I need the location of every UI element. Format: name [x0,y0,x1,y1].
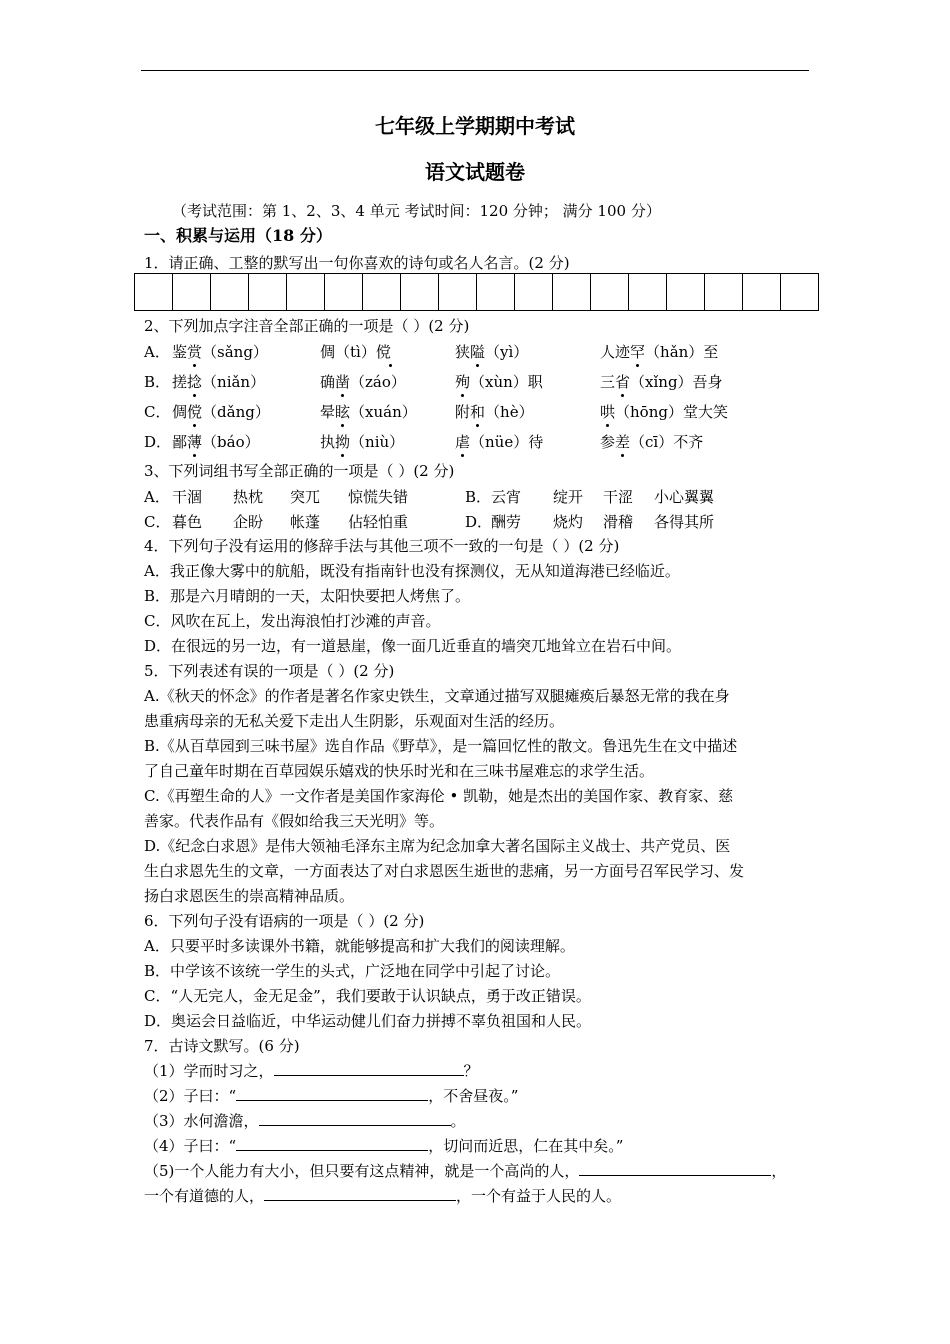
q7-l4-post: ，切问而近思，仁在其中矣。” [428,1137,624,1155]
q2-item-dot: 拗 [335,433,351,451]
q3-option-label: C． [144,513,171,531]
q2-option-label: A． [144,343,170,361]
q7-l5-post: ， [771,1162,787,1180]
q3-word: 干涩 [603,488,634,506]
q7-line-5 [144,1161,786,1181]
q3-word: 突兀 [290,488,321,506]
q2-option-item [320,341,391,362]
q2-item-pre: 倜（tì）傥 [320,343,391,361]
q2-item-dot: 傥 [187,403,203,421]
q2-option-label: B． [144,373,171,391]
q2-item-post: （báo） [202,433,260,451]
grid-cell[interactable] [705,274,743,310]
q2-item-post: （dǎng） [202,403,270,421]
q2-item-post: （nüe）待 [470,433,544,451]
q3-word: 绽开 [553,488,584,506]
q2-option-item [455,401,534,422]
q3-stem: 3、下列词组书写全部正确的一项是（ ）(2 分) [144,462,455,480]
q3-word: 滑稽 [603,513,634,531]
q1-stem: 1．请正确、工整的默写出一句你喜欢的诗句或名人名言。(2 分) [144,254,570,272]
q2-item-post: （cī）不齐 [630,433,704,451]
q3-word: 小心翼翼 [654,488,715,506]
grid-cell[interactable] [667,274,705,310]
q7-l3-post: 。 [450,1112,466,1130]
q2-item-pre: 倜 [172,403,188,421]
q2-item-post: （xǐng）吾身 [630,373,723,391]
q2-option-item [320,371,406,392]
q2-item-dot: 罕 [630,343,646,361]
grid-cell[interactable] [401,274,439,310]
q2-item-dot: 哄 [600,403,616,421]
q2-item-dot: 捻 [187,373,203,391]
grid-cell[interactable] [629,274,667,310]
q7-l1-pre: （1）学而时习之， [144,1062,274,1080]
q3-word: 帐蓬 [290,513,321,531]
q2-item-post: （záo） [350,373,406,391]
q5-line: 了自己童年时期在百草园娱乐嬉戏的快乐时光和在三味书屋难忘的求学生活。 [144,762,655,780]
q6-stem: 6．下列句子没有语病的一项是（ ）(2 分) [144,912,425,930]
q2-item-pre: 确 [320,373,336,391]
q2-option-item [600,371,723,392]
q7-line-6 [144,1186,621,1206]
q4-stem: 4．下列句子没有运用的修辞手法与其他三项不一致的一句是（ ）(2 分) [144,537,620,555]
q7-l1-post: ？ [463,1062,479,1080]
q2-item-post: （niù） [350,433,405,451]
q2-item-dot: 眩 [335,403,351,421]
q2-item-dot: 凿 [335,373,351,391]
q3-word: 酬劳 [491,513,522,531]
q2-item-post: （hǎn）至 [645,343,719,361]
grid-cell[interactable] [363,274,401,310]
q2-option-item [172,431,260,452]
q2-item-dot: 殉 [455,373,471,391]
q3-word: 企盼 [233,513,264,531]
q2-option-item [600,341,718,362]
q2-item-dot: 薄 [187,433,203,451]
q3-word: 热枕 [233,488,264,506]
q2-option-item [600,431,703,452]
q2-item-dot: 虐 [455,433,471,451]
q7-l5-pre: （5)一个人能力有大小，但只要有这点精神，就是一个高尚的人， [144,1162,580,1180]
q2-item-post: （niǎn） [202,373,266,391]
q3-option-label: B． [465,488,492,506]
exam-subtitle: 语文试题卷 [425,160,525,184]
q3-word: 云宵 [491,488,522,506]
q3-word: 干涸 [172,488,203,506]
blank-3[interactable] [259,1111,451,1126]
q7-l6-post: ，一个有益于人民的人。 [456,1187,622,1205]
blank-1[interactable] [274,1061,464,1076]
q7-line-4 [144,1136,623,1156]
grid-cell[interactable] [553,274,591,310]
q4-option: D．在很远的另一边，有一道悬崖，像一面几近垂直的墙突兀地耸立在岩石中间。 [144,637,682,655]
q7-line-2 [144,1086,518,1106]
q7-line-1 [144,1061,479,1081]
q2-option-item [172,341,268,362]
q2-item-dot: 赏 [187,343,203,361]
q7-line-3 [144,1111,466,1131]
grid-cell[interactable] [781,274,818,310]
q5-line: 生白求恩先生的文章，一方面表达了对白求恩医生逝世的悲痛，另一方面号召军民学习、发 [144,862,745,880]
q3-word: 暮色 [172,513,203,531]
header-rule [141,70,809,71]
q3-word: 烧灼 [553,513,584,531]
grid-cell[interactable] [325,274,363,310]
grid-cell[interactable] [211,274,249,310]
grid-cell[interactable] [591,274,629,310]
grid-cell[interactable] [515,274,553,310]
q2-item-pre: 附 [455,403,471,421]
q6-option: B．中学该不该统一学生的头式，广泛地在同学中引起了讨论。 [144,962,561,980]
q2-option-item [455,371,543,392]
q2-item-pre: 鄙 [172,433,188,451]
blank-6[interactable] [264,1186,456,1201]
q4-option: B．那是六月晴朗的一天，太阳快要把人烤焦了。 [144,587,471,605]
q2-option-item [172,371,265,392]
grid-cell[interactable] [249,274,287,310]
exam-info: （考试范围：第 1、2、3、4 单元 考试时间：120 分钟； 满分 100 分） [172,202,661,220]
q2-item-post: （yì） [485,343,529,361]
q2-option-label: D． [144,433,172,451]
blank-4[interactable] [236,1136,428,1151]
q2-item-pre: 鉴 [172,343,188,361]
grid-cell[interactable] [287,274,325,310]
q5-line: A.《秋天的怀念》的作者是著名作家史铁生，文章通过描写双腿瘫痪后暴怒无常的我在身 [144,687,730,705]
q2-option-item [320,431,404,452]
q5-line: B.《从百草园到三味书屋》选自作品《野草》，是一篇回忆性的散文。鲁迅先生在文中描述 [144,737,738,755]
q3-word: 佔轻怕重 [348,513,409,531]
q7-l3-pre: （3）水何澹澹， [144,1112,259,1130]
q2-item-dot: 差 [615,433,631,451]
section-heading: 一、积累与运用（18 分） [144,226,332,245]
q2-item-dot: 和 [470,403,486,421]
q2-option-label: C． [144,403,171,421]
q2-item-pre: 参 [600,433,616,451]
q2-option-item [320,401,417,422]
q5-line: 善家。代表作品有《假如给我三天光明》等。 [144,812,445,830]
q2-item-pre: 搓 [172,373,188,391]
grid-cell[interactable] [743,274,781,310]
grid-cell[interactable] [173,274,211,310]
q4-option: A．我正像大雾中的航船，既没有指南针也没有探测仪，无从知道海港已经临近。 [144,562,680,580]
q2-item-post: （xuán） [350,403,417,421]
q3-option-label: A． [144,488,170,506]
q2-item-post: （sǎng） [202,343,268,361]
q2-item-pre: 执 [320,433,336,451]
q2-item-post: （hōng）堂大笑 [615,403,728,421]
q7-l4-pre: （4）子曰：“ [144,1137,237,1155]
q2-option-item [455,341,528,362]
q5-line: 患重病母亲的无私关爱下走出人生阴影，乐观面对生活的经历。 [144,712,565,730]
q5-line: D.《纪念白求恩》是伟大领袖毛泽东主席为纪念加拿大著名国际主义战士、共产党员、医 [144,837,731,855]
q2-stem: 2、下列加点字注音全部正确的一项是（ ）(2 分) [144,317,470,335]
q2-item-pre: 人迹 [600,343,631,361]
q5-line: 扬白求恩医生的崇高精神品质。 [144,887,355,905]
q3-option-label: D． [465,513,493,531]
q3-word: 惊慌失错 [348,488,409,506]
q2-item-dot: 隘 [470,343,486,361]
q2-item-post: （hè） [485,403,534,421]
q5-line: C.《再塑生命的人》一文作者是美国作家海伦 • 凯勒，她是杰出的美国作家、教育家、慈 [144,787,734,805]
q2-item-pre: 三 [600,373,616,391]
exam-title: 七年级上学期期中考试 [375,114,575,138]
q6-option: D．奥运会日益临近，中华运动健儿们奋力拼搏不辜负祖国和人民。 [144,1012,592,1030]
q7-stem: 7．古诗文默写。(6 分) [144,1037,300,1055]
q2-option-item [172,401,270,422]
answer-grid[interactable] [134,273,819,311]
grid-cell[interactable] [439,274,477,310]
q2-item-dot: 省 [615,373,631,391]
q2-item-pre: 晕 [320,403,336,421]
q3-word: 各得其所 [654,513,715,531]
blank-2[interactable] [236,1086,428,1101]
q2-option-item [455,431,543,452]
q7-l2-post: ，不舍昼夜。” [428,1087,519,1105]
q7-l2-pre: （2）子曰：“ [144,1087,237,1105]
q4-option: C．风吹在瓦上，发出海浪怕打沙滩的声音。 [144,612,441,630]
grid-cell[interactable] [477,274,515,310]
q2-item-pre: 狭 [455,343,471,361]
q5-stem: 5．下列表述有误的一项是（ ）(2 分) [144,662,395,680]
q2-item-post: （xùn）职 [470,373,543,391]
q6-option: A．只要平时多读课外书籍，就能够提高和扩大我们的阅读理解。 [144,937,575,955]
blank-5[interactable] [579,1161,771,1176]
q6-option: C．“人无完人，金无足金”，我们要敢于认识缺点，勇于改正错误。 [144,987,591,1005]
q7-l6-pre: 一个有道德的人， [144,1187,265,1205]
q2-option-item [600,401,728,422]
grid-cell[interactable] [135,274,173,310]
